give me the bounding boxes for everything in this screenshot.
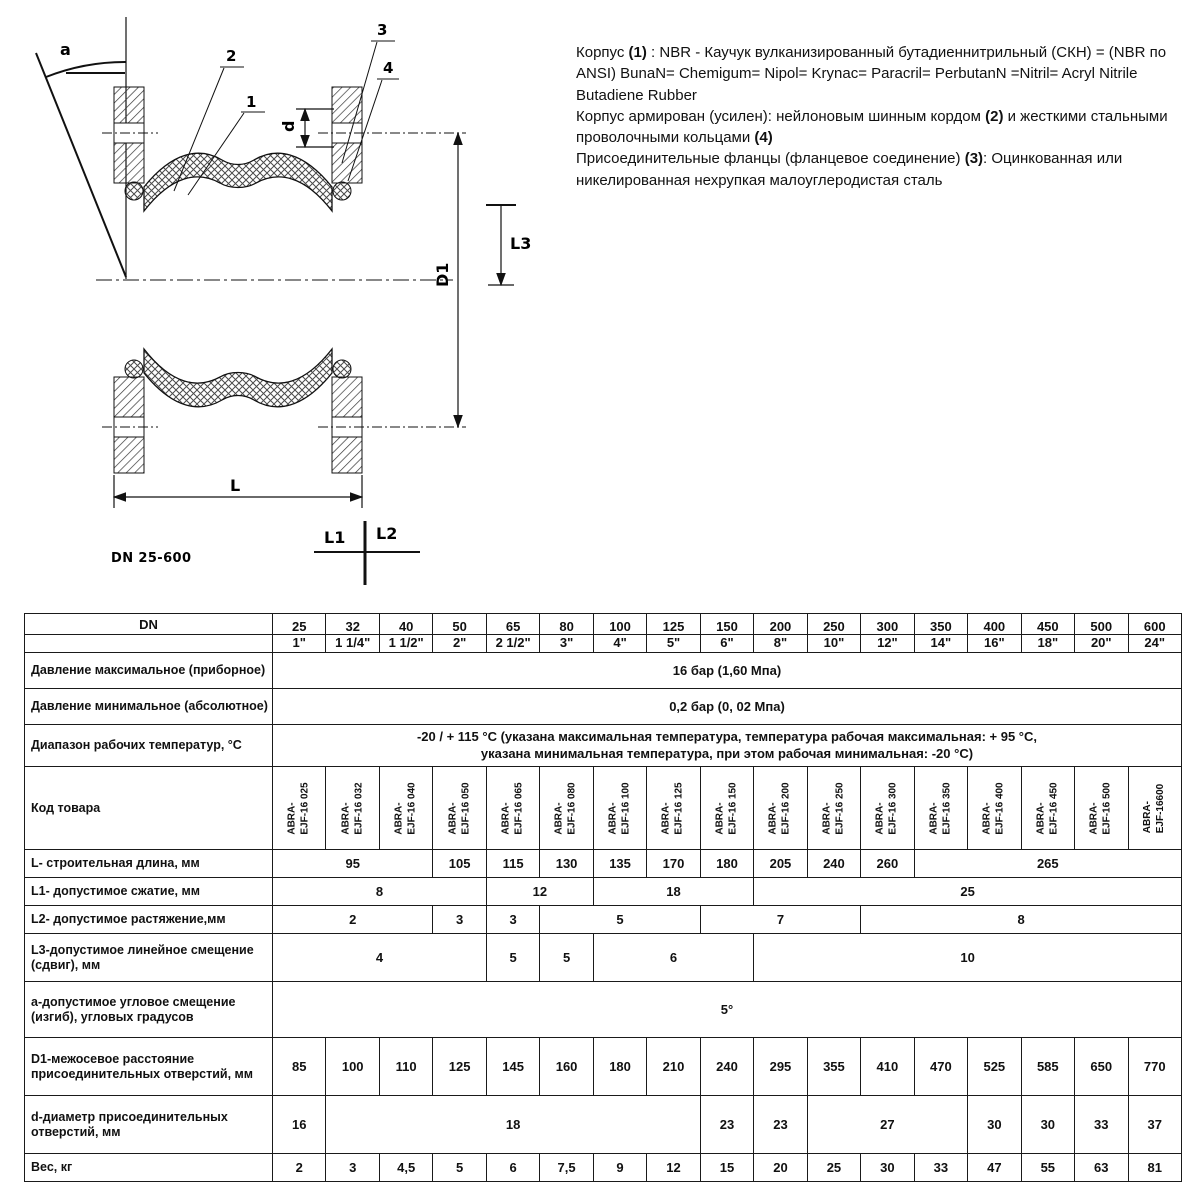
spec-table-body xyxy=(25,653,1182,1182)
spec-cell: 6 xyxy=(593,934,753,982)
material-description xyxy=(576,42,1194,191)
label-d: d xyxy=(279,120,298,132)
description-paragraph-2 xyxy=(576,106,1194,149)
spec-cell: 240 xyxy=(700,1038,753,1096)
dn-mm-header: 65 xyxy=(486,614,539,635)
spec-cell: 33 xyxy=(1075,1096,1128,1154)
label-d1: D1 xyxy=(433,262,452,287)
spec-cell: 30 xyxy=(861,1154,914,1182)
description-text: Корпус xyxy=(576,44,629,61)
row-label: d-диаметр присоединительных отверстий, мм xyxy=(25,1096,273,1154)
spec-cell xyxy=(700,767,753,850)
description-text: Присоединительные фланцы (фланцевое соединение) xyxy=(576,150,965,168)
spec-cell: 47 xyxy=(968,1154,1021,1182)
bead-top-right xyxy=(333,182,351,200)
expansion-joint-diagram xyxy=(8,4,573,606)
spec-cell: 8 xyxy=(273,878,487,906)
description-text: Корпус армирован (усилен): нейлоновым шинным кордом xyxy=(576,107,986,125)
spec-row xyxy=(25,850,1182,878)
spec-cell: 27 xyxy=(807,1096,967,1154)
spec-cell: 4,5 xyxy=(379,1154,432,1182)
dn-mm-header: 32 xyxy=(326,614,379,635)
product-code: ABRA- EJF-16 300 xyxy=(874,781,899,835)
product-code: ABRA- EJF-16 125 xyxy=(661,781,685,835)
spec-cell xyxy=(486,767,539,850)
row-label: D1-межосевое расстояние присоединительных отверстий, мм xyxy=(25,1038,273,1096)
spec-cell: 650 xyxy=(1075,1038,1128,1096)
product-code: ABRA- EJF-16 100 xyxy=(607,781,632,835)
bead-top-left xyxy=(125,182,143,200)
spec-cell: 15 xyxy=(700,1154,753,1182)
spec-cell: 125 xyxy=(433,1038,486,1096)
spec-row xyxy=(25,1154,1182,1182)
dn-inch-header: 6" xyxy=(700,635,753,653)
spec-cell: 115 xyxy=(486,850,539,878)
spec-cell: 6 xyxy=(486,1154,539,1182)
spec-cell: 105 xyxy=(433,850,486,878)
spec-row xyxy=(25,906,1182,934)
spec-cell: 585 xyxy=(1021,1038,1074,1096)
dn-mm-header: 50 xyxy=(433,614,486,635)
dn-inch-header: 3" xyxy=(540,635,593,653)
product-code: ABRA- EJF-16 065 xyxy=(500,781,525,835)
description-paragraph-3 xyxy=(576,148,1194,191)
dn-inch-header: 1 1/2" xyxy=(379,635,432,653)
spec-cell: 4 xyxy=(273,934,487,982)
dimension-l3 xyxy=(486,205,531,285)
dimension-l1-l2 xyxy=(314,521,420,585)
spec-cell: 470 xyxy=(914,1038,967,1096)
dn-inch-header: 1 1/4" xyxy=(326,635,379,653)
dn-mm-header: 40 xyxy=(379,614,432,635)
spec-cell: 30 xyxy=(968,1096,1021,1154)
dn-mm-header: 350 xyxy=(914,614,967,635)
spec-cell: 37 xyxy=(1128,1096,1181,1154)
description-paragraph-1 xyxy=(576,42,1194,106)
callout-3-label: 3 xyxy=(377,21,388,39)
spec-cell: 3 xyxy=(433,906,486,934)
product-code: ABRA- EJF-16 350 xyxy=(928,781,952,835)
spec-cell: 0,2 бар (0, 02 Мпа) xyxy=(273,689,1182,725)
spec-table-wrap xyxy=(24,613,1181,1182)
spec-cell: 100 xyxy=(326,1038,379,1096)
dimension-l xyxy=(114,475,362,508)
technical-drawing xyxy=(8,4,573,606)
spec-cell xyxy=(433,767,486,850)
spec-cell: 160 xyxy=(540,1038,593,1096)
spec-cell: 355 xyxy=(807,1038,860,1096)
spec-cell xyxy=(807,767,860,850)
spec-cell: 18 xyxy=(326,1096,700,1154)
spec-cell: 145 xyxy=(486,1038,539,1096)
dn-inch-header: 4" xyxy=(593,635,646,653)
row-label: Вес, кг xyxy=(25,1154,273,1182)
spec-cell: 18 xyxy=(593,878,753,906)
dn-mm-header: 125 xyxy=(647,614,700,635)
spec-cell: 525 xyxy=(968,1038,1021,1096)
spec-row xyxy=(25,1038,1182,1096)
product-code: ABRA- EJF-16 250 xyxy=(821,781,845,835)
dn-inch-header: 24" xyxy=(1128,635,1181,653)
spec-cell: 10 xyxy=(754,934,1182,982)
spec-cell: 30 xyxy=(1021,1096,1074,1154)
spec-cell xyxy=(1128,767,1181,850)
spec-cell: 110 xyxy=(379,1038,432,1096)
angle-tilted-line xyxy=(36,53,126,277)
callout-reference: (3) xyxy=(964,150,984,168)
product-code: ABRA- EJF-16 200 xyxy=(767,781,792,835)
bellows-top xyxy=(144,153,332,211)
dn-mm-header: 450 xyxy=(1021,614,1074,635)
description-text: и жесткими стальными проволочными кольцами xyxy=(576,107,1168,147)
row-label: Диапазон рабочих температур, °С xyxy=(25,725,273,767)
product-code: ABRA- EJF-16 400 xyxy=(981,781,1006,835)
description-text: : Оцинкованная или никелированная нехрупкая малоуглеродистая сталь xyxy=(576,150,1123,189)
spec-cell: -20 / + 115 °С (указана максимальная температура, температура рабочая максимальная: + 95 °С, указана минимальная температура, при этом рабочая минимальная: -20 °С) xyxy=(273,725,1182,767)
spec-cell: 5 xyxy=(433,1154,486,1182)
label-l3: L3 xyxy=(510,234,532,253)
product-code: ABRA- EJF-16 080 xyxy=(554,781,578,835)
dn-mm-header: 250 xyxy=(807,614,860,635)
spec-cell: 16 xyxy=(273,1096,326,1154)
spec-cell: 2 xyxy=(273,906,433,934)
label-angle-a: a xyxy=(60,40,71,59)
spec-cell xyxy=(914,767,967,850)
spec-cell: 55 xyxy=(1021,1154,1074,1182)
spec-cell: 2 xyxy=(273,1154,326,1182)
dn-inch-header: 14" xyxy=(914,635,967,653)
spec-row xyxy=(25,1096,1182,1154)
dn-mm-header: 200 xyxy=(754,614,807,635)
spec-cell: 265 xyxy=(914,850,1181,878)
spec-cell: 63 xyxy=(1075,1154,1128,1182)
dn-inch-header: 1" xyxy=(273,635,326,653)
row-label: Давление минимальное (абсолютное) xyxy=(25,689,273,725)
dn-inch-header: 20" xyxy=(1075,635,1128,653)
product-code: ABRA- EJF-16600 xyxy=(1142,783,1166,833)
spec-cell: 5 xyxy=(540,906,700,934)
flange-right-bottom xyxy=(332,377,362,473)
callout-reference: (1) xyxy=(628,44,647,61)
spec-cell: 25 xyxy=(807,1154,860,1182)
flange-left-top xyxy=(114,87,144,183)
spec-cell: 12 xyxy=(647,1154,700,1182)
dn-mm-header: 80 xyxy=(540,614,593,635)
spec-cell xyxy=(754,767,807,850)
dn-inch-header: 12" xyxy=(861,635,914,653)
spec-row xyxy=(25,878,1182,906)
spec-cell: 12 xyxy=(486,878,593,906)
spec-cell: 410 xyxy=(861,1038,914,1096)
spec-cell: 180 xyxy=(700,850,753,878)
spec-cell xyxy=(1021,767,1074,850)
spec-row xyxy=(25,689,1182,725)
spec-cell: 3 xyxy=(486,906,539,934)
spec-row xyxy=(25,653,1182,689)
spec-cell: 7 xyxy=(700,906,860,934)
spec-cell xyxy=(647,767,700,850)
spec-cell: 85 xyxy=(273,1038,326,1096)
product-code: ABRA- EJF-16 032 xyxy=(340,781,364,835)
spec-cell: 205 xyxy=(754,850,807,878)
spec-cell: 210 xyxy=(647,1038,700,1096)
spec-cell: 295 xyxy=(754,1038,807,1096)
row-label: L2- допустимое растяжение,мм xyxy=(25,906,273,934)
label-l: L xyxy=(230,476,241,495)
spec-cell xyxy=(540,767,593,850)
spec-cell: 23 xyxy=(754,1096,807,1154)
spec-cell: 95 xyxy=(273,850,433,878)
dimension-d xyxy=(279,109,334,147)
dn-header-spacer xyxy=(25,635,273,653)
product-code: ABRA- EJF-16 025 xyxy=(286,781,311,835)
flange-right-top xyxy=(332,87,362,183)
product-code: ABRA- EJF-16 050 xyxy=(447,781,471,835)
spec-table xyxy=(24,613,1182,1182)
spec-cell: 8 xyxy=(861,906,1182,934)
dn-inch-header: 10" xyxy=(807,635,860,653)
label-l2: L2 xyxy=(376,524,398,543)
dn-mm-header: 500 xyxy=(1075,614,1128,635)
dn-range-note: DN 25-600 xyxy=(111,551,192,566)
product-code: ABRA- EJF-16 500 xyxy=(1088,781,1113,835)
spec-cell: 260 xyxy=(861,850,914,878)
row-label: L- строительная длина, мм xyxy=(25,850,273,878)
dn-inch-header: 2 1/2" xyxy=(486,635,539,653)
callout-2-label: 2 xyxy=(226,47,237,65)
spec-cell: 5° xyxy=(273,982,1182,1038)
spec-cell: 135 xyxy=(593,850,646,878)
spec-cell: 240 xyxy=(807,850,860,878)
callout-4-label: 4 xyxy=(383,59,394,77)
row-label: Давление максимальное (приборное) xyxy=(25,653,273,689)
spec-row xyxy=(25,934,1182,982)
product-code: ABRA- EJF-16 150 xyxy=(714,781,738,835)
dn-mm-header: 400 xyxy=(968,614,1021,635)
spec-cell: 81 xyxy=(1128,1154,1181,1182)
spec-cell: 5 xyxy=(486,934,539,982)
spec-cell xyxy=(593,767,646,850)
spec-cell: 9 xyxy=(593,1154,646,1182)
spec-table-header xyxy=(25,614,1182,653)
spec-cell xyxy=(968,767,1021,850)
spec-cell: 3 xyxy=(326,1154,379,1182)
flange-left-bottom xyxy=(114,377,144,473)
row-label: L3-допустимое линейное смещение (сдвиг), мм xyxy=(25,934,273,982)
dn-mm-header: 100 xyxy=(593,614,646,635)
row-label: L1- допустимое сжатие, мм xyxy=(25,878,273,906)
bead-bottom-left xyxy=(125,360,143,378)
spec-cell xyxy=(861,767,914,850)
dn-inch-header: 2" xyxy=(433,635,486,653)
description-text: : NBR - Каучук вулканизированный бутадиеннитрильный (СКН) = (NBR по ANSI) BunaN= Chemigum= Nipol= Krynac= Paracril= PerbutanN =Nitril= Acryl Nitrile Butadiene Rubber xyxy=(576,44,1167,104)
spec-cell: 33 xyxy=(914,1154,967,1182)
spec-cell: 5 xyxy=(540,934,593,982)
dn-inch-header: 18" xyxy=(1021,635,1074,653)
spec-cell: 180 xyxy=(593,1038,646,1096)
callout-reference: (2) xyxy=(985,107,1004,125)
spec-cell xyxy=(1075,767,1128,850)
spec-cell: 25 xyxy=(754,878,1182,906)
callout-1-label: 1 xyxy=(246,93,257,111)
spec-row xyxy=(25,982,1182,1038)
callout-reference: (4) xyxy=(754,129,773,147)
spec-cell: 770 xyxy=(1128,1038,1181,1096)
dn-inch-header: 5" xyxy=(647,635,700,653)
dn-mm-header: 300 xyxy=(861,614,914,635)
dn-mm-header: 25 xyxy=(273,614,326,635)
label-l1: L1 xyxy=(324,528,346,547)
bead-bottom-right xyxy=(333,360,351,378)
dn-inch-header: 8" xyxy=(754,635,807,653)
spec-cell: 20 xyxy=(754,1154,807,1182)
spec-cell: 23 xyxy=(700,1096,753,1154)
spec-row xyxy=(25,767,1182,850)
spec-cell: 16 бар (1,60 Мпа) xyxy=(273,653,1182,689)
spec-cell: 7,5 xyxy=(540,1154,593,1182)
dn-mm-header: 600 xyxy=(1128,614,1181,635)
spec-cell xyxy=(379,767,432,850)
dn-header-label: DN xyxy=(25,614,273,635)
bellows-bottom xyxy=(144,349,332,407)
dimension-d1 xyxy=(433,133,458,427)
dn-mm-header: 150 xyxy=(700,614,753,635)
angle-arc xyxy=(46,62,126,77)
product-code: ABRA- EJF-16 040 xyxy=(393,781,418,835)
dn-inch-header: 16" xyxy=(968,635,1021,653)
product-code: ABRA- EJF-16 450 xyxy=(1035,781,1059,835)
spec-cell xyxy=(273,767,326,850)
row-label: а-допустимое угловое смещение (изгиб), угловых градусов xyxy=(25,982,273,1038)
spec-cell: 170 xyxy=(647,850,700,878)
spec-cell: 130 xyxy=(540,850,593,878)
row-label: Код товара xyxy=(25,767,273,850)
spec-cell xyxy=(326,767,379,850)
spec-row xyxy=(25,725,1182,767)
